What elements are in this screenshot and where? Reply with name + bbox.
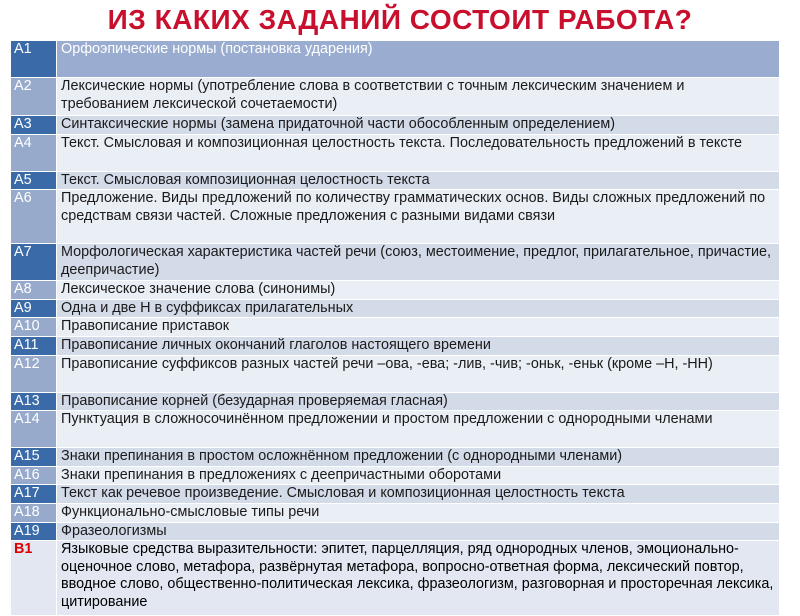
task-code: А13 [11, 392, 57, 411]
task-row-a7 [11, 244, 780, 281]
task-row-a16 [11, 466, 780, 485]
task-row-a8 [11, 281, 780, 300]
task-code: А7 [11, 244, 57, 281]
task-description: Синтаксические нормы (замена придаточной части обособленным определением) [57, 116, 780, 135]
task-code: А8 [11, 281, 57, 300]
task-code: А14 [11, 411, 57, 448]
task-row-a15 [11, 448, 780, 467]
task-code: А19 [11, 522, 57, 541]
task-code: А1 [11, 41, 57, 78]
task-row-b1 [11, 541, 780, 616]
task-code: А6 [11, 190, 57, 244]
task-row-a6 [11, 190, 780, 244]
task-description: Функционально-смысловые типы речи [57, 503, 780, 522]
task-row-a10 [11, 318, 780, 337]
task-description: Лексическое значение слова (синонимы) [57, 281, 780, 300]
task-description: Текст. Смысловая и композиционная целостность текста. Последовательность предложений в тексте [57, 134, 780, 171]
task-row-a18 [11, 503, 780, 522]
tasks-table [10, 40, 780, 616]
task-description: Лексические нормы (употребление слова в соответствии с точным лексическим значением и требованием лексической сочетаемости) [57, 78, 780, 116]
task-row-a1 [11, 41, 780, 78]
task-description: Пунктуация в сложносочинённом предложении и простом предложении с однородными членами [57, 411, 780, 448]
task-row-a17 [11, 485, 780, 504]
task-row-a14 [11, 411, 780, 448]
task-row-a13 [11, 392, 780, 411]
task-description: Правописание приставок [57, 318, 780, 337]
task-code: А5 [11, 171, 57, 190]
task-code: А17 [11, 485, 57, 504]
task-description: Морфологическая характеристика частей речи (союз, местоимение, предлог, прилагательное, причастие, деепричастие) [57, 244, 780, 281]
task-code: А9 [11, 299, 57, 318]
task-description: Одна и две Н в суффиксах прилагательных [57, 299, 780, 318]
task-row-a5 [11, 171, 780, 190]
task-code: А16 [11, 466, 57, 485]
task-description: Языковые средства выразительности: эпитет, парцелляция, ряд однородных членов, эмоционально-оценочное слово, метафора, развёрнутая метафора, вопросно-ответная форма, лексический повтор, вводное слово, общественно-политическая лексика, фразеологизм, разговорная и просторечная лексика, цитирование [57, 541, 780, 616]
task-description: Предложение. Виды предложений по количеству грамматических основ. Виды сложных предложений по средствам связи частей. Сложные предложения с разными видами связи [57, 190, 780, 244]
task-code: А11 [11, 336, 57, 355]
task-code: В1 [11, 541, 57, 616]
task-description: Правописание личных окончаний глаголов настоящего времени [57, 336, 780, 355]
task-row-a3 [11, 116, 780, 135]
task-description: Фразеологизмы [57, 522, 780, 541]
task-code: А3 [11, 116, 57, 135]
task-description: Знаки препинания в предложениях с деепричастными оборотами [57, 466, 780, 485]
slide-title: ИЗ КАКИХ ЗАДАНИЙ СОСТОИТ РАБОТА? [107, 4, 693, 35]
task-code: А4 [11, 134, 57, 171]
task-code: А2 [11, 78, 57, 116]
task-description: Орфоэпические нормы (постановка ударения) [57, 41, 780, 78]
task-description: Правописание суффиксов разных частей речи –ова, -ева; -лив, -чив; -оньк, -еньк (кроме –Н, -НН) [57, 355, 780, 392]
task-row-a19 [11, 522, 780, 541]
task-row-a4 [11, 134, 780, 171]
task-row-a12 [11, 355, 780, 392]
task-description: Текст как речевое произведение. Смысловая и композиционная целостность текста [57, 485, 780, 504]
task-code: А15 [11, 448, 57, 467]
task-row-a2 [11, 78, 780, 116]
task-row-a11 [11, 336, 780, 355]
task-code: А10 [11, 318, 57, 337]
task-row-a9 [11, 299, 780, 318]
task-description: Текст. Смысловая композиционная целостность текста [57, 171, 780, 190]
task-code: А18 [11, 503, 57, 522]
task-code: А12 [11, 355, 57, 392]
task-description: Знаки препинания в простом осложнённом предложении (с однородными членами) [57, 448, 780, 467]
task-description: Правописание корней (безударная проверяемая гласная) [57, 392, 780, 411]
